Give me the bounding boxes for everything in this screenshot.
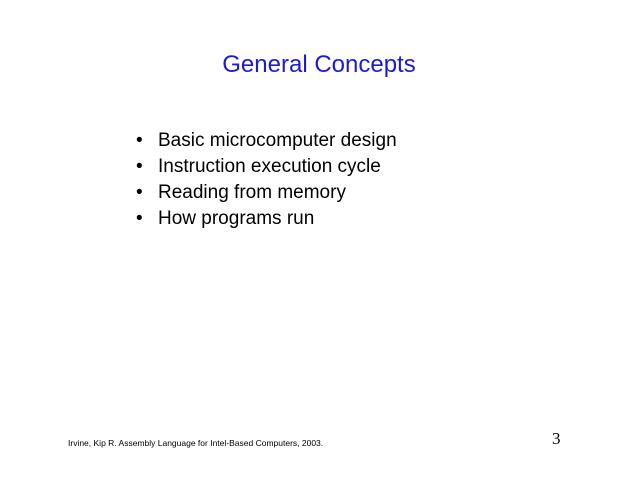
bullet-item — [136, 128, 397, 154]
bullet-icon: • — [136, 208, 143, 229]
bullet-icon: • — [136, 130, 143, 151]
bullet-list — [136, 128, 397, 232]
bullet-item — [136, 180, 397, 206]
page-number: 3 — [552, 429, 561, 448]
citation-footer: Irvine, Kip R. Assembly Language for Intel-Based Computers, 2003. — [68, 438, 324, 448]
bullet-text: How programs run — [158, 208, 315, 229]
bullet-item — [136, 206, 397, 232]
bullet-text: Basic microcomputer design — [158, 130, 397, 151]
bullet-item — [136, 154, 397, 180]
bullet-text: Instruction execution cycle — [158, 156, 381, 177]
bullet-text: Reading from memory — [158, 182, 346, 203]
slide-title: General Concepts — [222, 51, 416, 78]
bullet-icon: • — [136, 182, 143, 203]
bullet-icon: • — [136, 156, 143, 177]
